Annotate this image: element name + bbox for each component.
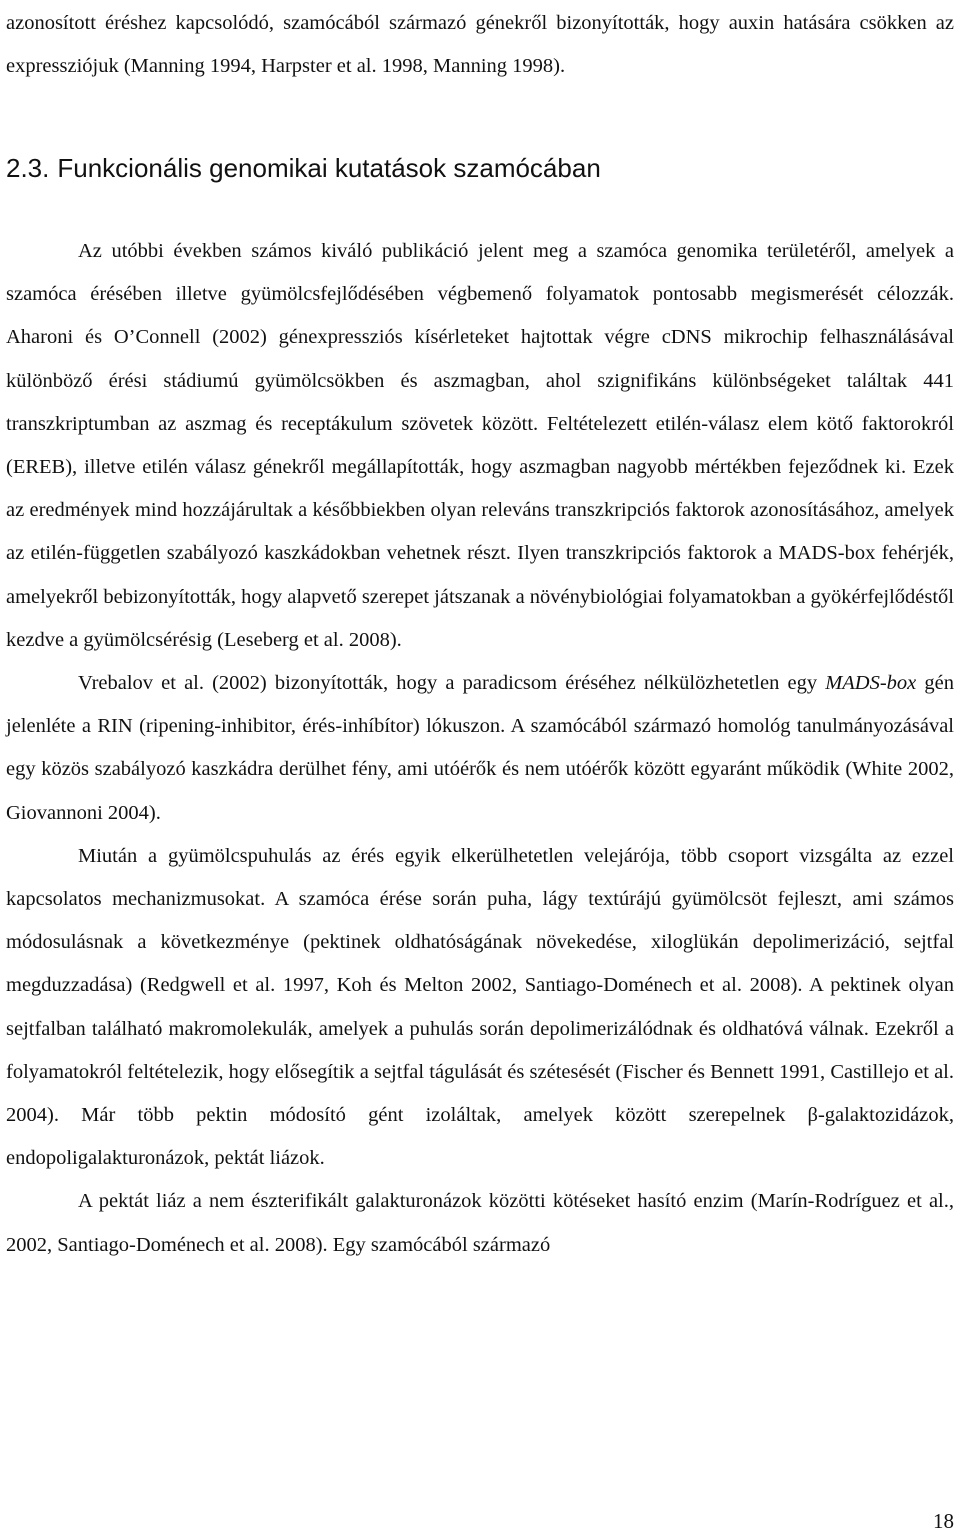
paragraph-4: A pektát liáz a nem észterifikált galakturonázok közötti kötéseket hasító enzim (Marín-Rodríguez et al., 2002, Santiago-Doménech et al. 2008). Egy szamócából származó xyxy=(6,1190,954,1256)
paragraph-2-start: Vrebalov et al. (2002) bizonyították, hogy a paradicsom éréséhez nélkülözhetetlen egy xyxy=(78,672,818,695)
section-heading xyxy=(6,146,954,190)
paragraph-2-end: gén jelenléte a RIN (ripening-inhibitor, érés-inhíbítor) lókuszon. A szamócából származó homológ tanulmányozásával egy közös szabályozó kaszkádra derülhet fény, ami utóérők és nem utóérők között egyaránt működik (White 2002, Giovannoni 2004). xyxy=(6,672,955,824)
section-number: 2.3. xyxy=(6,153,50,183)
section-title: Funkcionális genomikai kutatások szamócában xyxy=(57,153,601,183)
paragraph-2 xyxy=(6,662,954,835)
document-page xyxy=(6,0,954,1537)
paragraph-1: Az utóbbi években számos kiváló publikáció jelent meg a szamóca genomika területéről, amelyek a szamóca érésében illetve gyümölcsfejlődésében végbemenő folyamatok pontosabb megismerését célozzák. Aharoni és O’Connell (2002) génexpressziós kísérleteket hajtottak végre cDNS mikrochip felhasználásával különböző érési stádiumú gyümölcsökben és aszmagban, ahol szignifikáns különbségeket találtak 441 transzkriptumban az aszmag és receptákulum szövetek között. Feltételezett etilén-válasz elem kötő faktorokról (EREB), illetve etilén válasz génekről megállapították, hogy aszmagban nagyobb mértékben fejeződnek ki. Ezek az eredmények mind hozzájárultak a későbbiekben olyan releváns transzkripciós faktorok azonosításához, amelyek az etilén-független szabályozó kaszkádokban vehetnek részt. Ilyen transzkripciós faktorok a MADS-box fehérjék, amelyekről bebizonyították, hogy alapvető szerepet játszanak a növénybiológiai folyamatokban a gyökérfejlődéstől kezdve a gyümölcsérésig (Leseberg et al. 2008). xyxy=(6,240,954,651)
page-number: 18 xyxy=(933,1509,954,1533)
paragraph-2-italic-term: MADS-box xyxy=(825,672,917,695)
paragraph-3: Miután a gyümölcspuhulás az érés egyik elkerülhetetlen velejárója, több csoport vizsgálta az ezzel kapcsolatos mechanizmusokat. A szamóca érése során puha, lágy textúrájú gyümölcsöt fejleszt, ami számos módosulásnak a következménye (pektinek oldhatóságának növekedése, xiloglükán depolimerizáció, sejtfal megduzzadása) (Redgwell et al. 1997, Koh és Melton 2002, Santiago-Doménech et al. 2008). A pektinek olyan sejtfalban található makromolekulák, amelyek a puhulás során depolimerizálódnak és oldhatóvá válnak. Ezekről a folyamatokról feltételezik, hogy elősegítik a sejtfal tágulását és szétesését (Fischer és Bennett 1991, Castillejo et al. 2004). Már több pektin módosító gént izoláltak, amelyek között szerepelnek β-galaktozidázok, endopoligalakturonázok, pektát liázok. xyxy=(6,844,954,1170)
section-body xyxy=(6,230,954,1267)
lead-paragraph: azonosított éréshez kapcsolódó, szamócából származó génekről bizonyították, hogy auxin hatására csökken az expressziójuk (Manning 1994, Harpster et al. 1998, Manning 1998). xyxy=(6,12,954,78)
